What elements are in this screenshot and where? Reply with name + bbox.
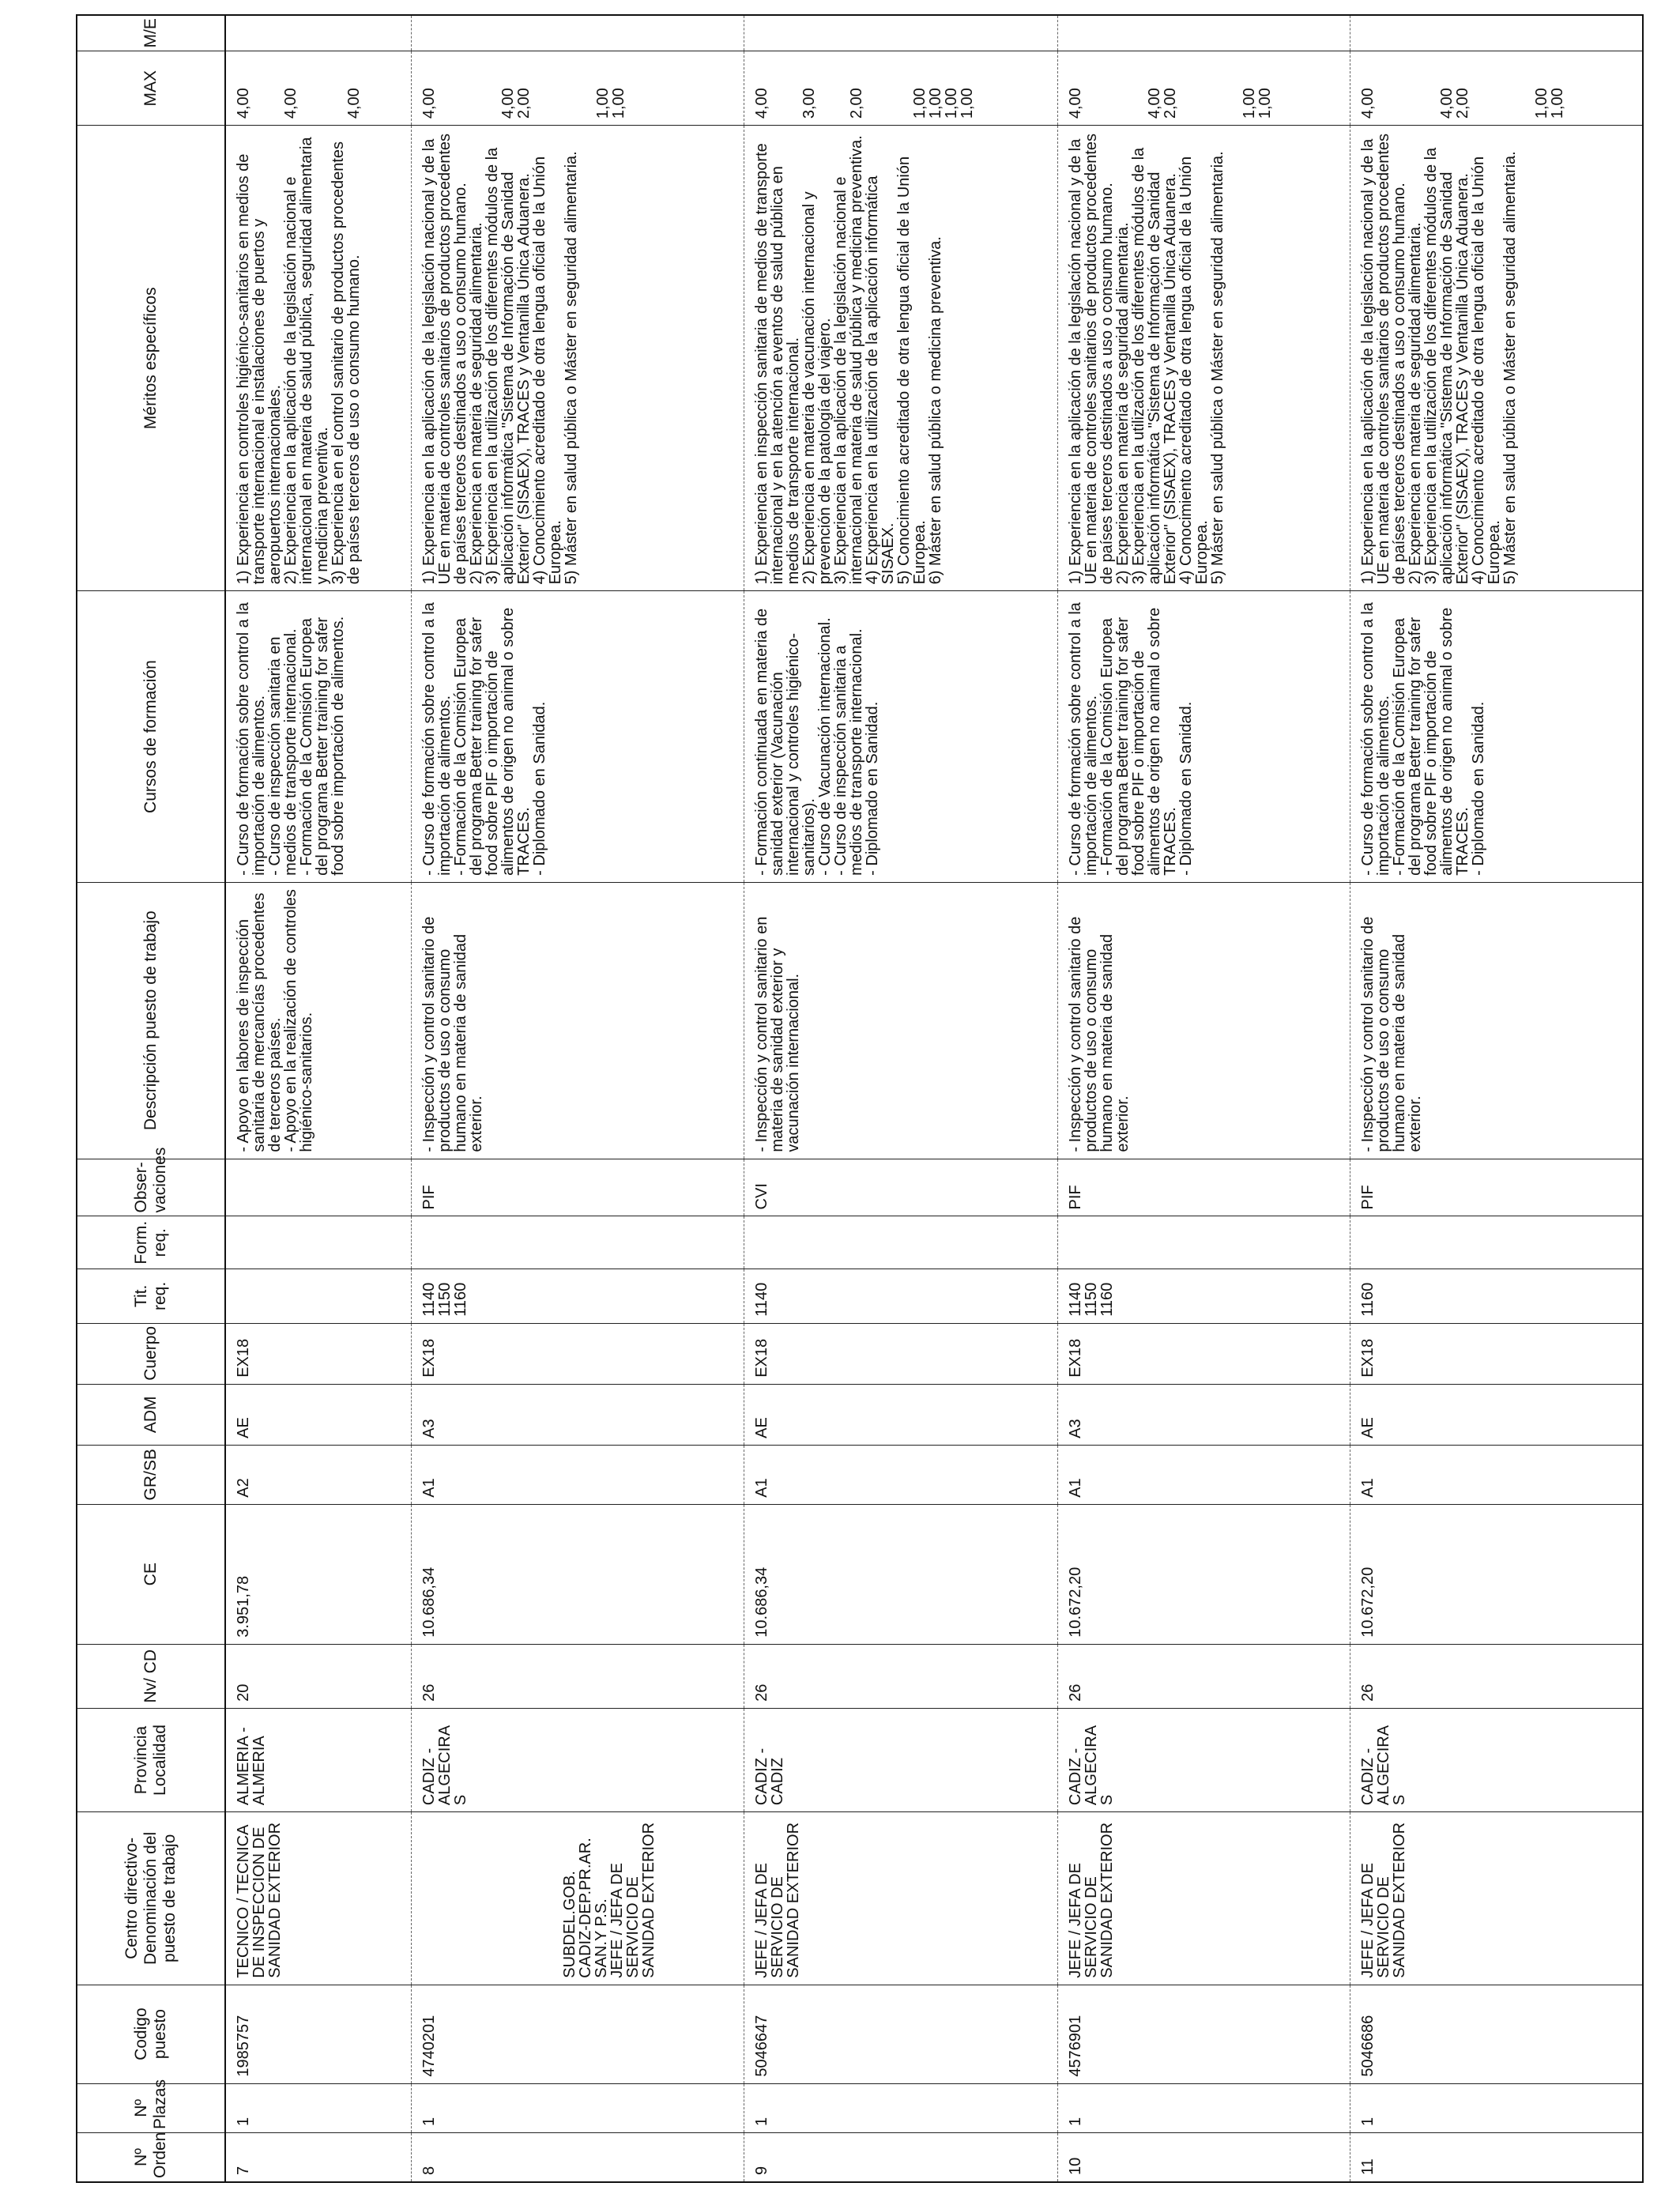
cell-codigo: 5046686 [1350, 1985, 1643, 2083]
table-row [1057, 15, 1350, 2182]
cell-meritos: 1) Experiencia en inspección sanitaria de medios de transporte internacional y en la atención a eventos de salud pública en medios de transporte internacional. 2) Experiencia en materia de vacunación internacional y prevención de la patología del viajero. 3) Experiencia en la aplicación de la legislación nacional e internacional en materia de salud pública y medicina preventiva. 4) Experiencia en la utilización de la aplicación informática SISAEX. 5) Conocimiento acreditado de otra lengua oficial de la Unión Europea. 6) Máster en salud pública o medicina preventiva. [744, 126, 1057, 591]
header-plazas: Nº Plazas [77, 2083, 225, 2132]
cell-observaciones: PIF [1057, 1159, 1350, 1216]
cell-me [1057, 15, 1350, 51]
cell-cuerpo: EX18 [411, 1323, 744, 1384]
cell-grupo: A1 [744, 1445, 1057, 1504]
header-me: M/E [77, 15, 225, 51]
cell-titulacion: 1140 1150 1160 [1057, 1269, 1350, 1324]
cell-provincia: CADIZ - ALGECIRAS [411, 1708, 744, 1811]
cell-observaciones [225, 1159, 411, 1216]
header-meritos: Méritos específicos [77, 126, 225, 591]
cell-meritos: 1) Experiencia en la aplicación de la legislación nacional y de la UE en materia de controles sanitarios de productos procedentes de países terceros destinados a uso o consumo humano. 2) Experiencia en materia de seguridad alimentaria. 3) Experiencia en la utilización de los diferentes módulos de la aplicación informática "Sistema de Información de Sanidad Exterior" (SISAEX), TRACES y Ventanilla Única Aduanera. 4) Conocimiento acreditado de otra lengua oficial de la Unión Europea. 5) Máster en salud pública o Máster en seguridad alimentaria. [1057, 126, 1350, 591]
cell-nivel: 20 [225, 1644, 411, 1708]
header-ce: CE [77, 1504, 225, 1644]
cell-nivel: 26 [744, 1644, 1057, 1708]
cell-orden: 9 [744, 2133, 1057, 2182]
cell-observaciones: PIF [411, 1159, 744, 1216]
cell-observaciones: PIF [1350, 1159, 1643, 1216]
header-cursos: Cursos de formación [77, 591, 225, 883]
table-row [1350, 15, 1643, 2182]
cell-cuerpo: EX18 [744, 1323, 1057, 1384]
cell-meritos: 1) Experiencia en la aplicación de la legislación nacional y de la UE en materia de controles sanitarios de productos procedentes de países terceros destinados a uso o consumo humano. 2) Experiencia en materia de seguridad alimentaria. 3) Experiencia en la utilización de los diferentes módulos de la aplicación informática "Sistema de Información de Sanidad Exterior" (SISAEX), TRACES y Ventanilla Única Aduanera. 4) Conocimiento acreditado de otra lengua oficial de la Unión Europea. 5) Máster en salud pública o Máster en seguridad alimentaria. [1350, 126, 1643, 591]
cell-max: 4,00 4,00 4,00 [225, 51, 411, 126]
cell-grupo: A1 [1057, 1445, 1350, 1504]
header-orden: Nº Orden [77, 2133, 225, 2182]
cell-max: 4,00 3,00 2,00 1,00 1,00 1,00 1,00 [744, 51, 1057, 126]
cell-observaciones: CVI [744, 1159, 1057, 1216]
cell-centro: JEFE / JEFA DE SERVICIO DE SANIDAD EXTERIOR [1057, 1812, 1350, 1985]
cell-adm: AE [744, 1384, 1057, 1445]
cell-cursos: - Curso de formación sobre control a la importación de alimentos. - Formación de la Comisión Europea del programa Better training for safer food sobre PIF o importación de alimentos de origen no animal o sobre TRACES. - Diplomado en Sanidad. [411, 591, 744, 883]
cell-descripcion: - Inspección y control sanitario en materia de sanidad exterior y vacunación internacional. [744, 882, 1057, 1159]
cell-ce: 10.686,34 [411, 1504, 744, 1644]
cell-orden: 10 [1057, 2133, 1350, 2182]
cell-formacion [744, 1216, 1057, 1269]
table-row [744, 15, 1057, 2182]
cell-me [1350, 15, 1643, 51]
cell-titulacion [225, 1269, 411, 1324]
cell-descripcion: - Inspección y control sanitario de productos de uso o consumo humano en materia de sanidad exterior. [1350, 882, 1643, 1159]
header-grupo: GR/SB [77, 1445, 225, 1504]
positions-table-container [76, 14, 1644, 2183]
cell-adm: A3 [1057, 1384, 1350, 1445]
cell-adm: AE [225, 1384, 411, 1445]
cell-nivel: 26 [1350, 1644, 1643, 1708]
cell-grupo: A2 [225, 1445, 411, 1504]
cell-ce: 10.672,20 [1057, 1504, 1350, 1644]
cell-centro: JEFE / JEFA DE SERVICIO DE SANIDAD EXTERIOR [744, 1812, 1057, 1985]
cell-centro: JEFE / JEFA DE SERVICIO DE SANIDAD EXTERIOR [1350, 1812, 1643, 1985]
cell-ce: 10.672,20 [1350, 1504, 1643, 1644]
cell-formacion [1350, 1216, 1643, 1269]
cell-ce: 3.951,78 [225, 1504, 411, 1644]
header-adm: ADM [77, 1384, 225, 1445]
cell-provincia: CADIZ - CADIZ [744, 1708, 1057, 1811]
cell-titulacion: 1140 1150 1160 [411, 1269, 744, 1324]
cell-cuerpo: EX18 [225, 1323, 411, 1384]
cell-centro: SUBDEL.GOB. CADIZ-DEP.PR.AR. SAN.Y P.S. JEFE / JEFA DE SERVICIO DE SANIDAD EXTERIOR [411, 1812, 744, 1985]
cell-cursos: - Curso de formación sobre control a la importación de alimentos. - Curso de inspección sanitaria en medios de transporte internacional. - Formación de la Comisión Europea del programa Better training for safer food sobre importación de alimentos. [225, 591, 411, 883]
cell-orden: 8 [411, 2133, 744, 2182]
header-max: MAX [77, 51, 225, 126]
cell-codigo: 4740201 [411, 1985, 744, 2083]
header-codigo: Codigo puesto [77, 1985, 225, 2083]
cell-max: 4,00 4,00 2,00 1,00 1,00 [411, 51, 744, 126]
cell-codigo: 1985757 [225, 1985, 411, 2083]
cell-descripcion: - Apoyo en labores de inspección sanitaria de mercancías procedentes de terceros países. - Apoyo en la realización de controles higiénico-sanitarios. [225, 882, 411, 1159]
cell-orden: 11 [1350, 2133, 1643, 2182]
cell-max: 4,00 4,00 2,00 1,00 1,00 [1057, 51, 1350, 126]
cell-plazas: 1 [744, 2083, 1057, 2132]
cell-adm: A3 [411, 1384, 744, 1445]
header-descripcion: Descripción puesto de trabajo [77, 882, 225, 1159]
cell-max: 4,00 4,00 2,00 1,00 1,00 [1350, 51, 1643, 126]
cell-cuerpo: EX18 [1350, 1323, 1643, 1384]
cell-centro: TECNICO / TECNICA DE INSPECCION DE SANIDAD EXTERIOR [225, 1812, 411, 1985]
header-formacion: Form. req. [77, 1216, 225, 1269]
cell-titulacion: 1140 [744, 1269, 1057, 1324]
cell-formacion [1057, 1216, 1350, 1269]
cell-plazas: 1 [225, 2083, 411, 2132]
cell-formacion [411, 1216, 744, 1269]
header-row [77, 15, 225, 2182]
cell-codigo: 5046647 [744, 1985, 1057, 2083]
cell-provincia: CADIZ - ALGECIRAS [1057, 1708, 1350, 1811]
cell-me [411, 15, 744, 51]
cell-nivel: 26 [411, 1644, 744, 1708]
cell-formacion [225, 1216, 411, 1269]
cell-provincia: ALMERIA - ALMERIA [225, 1708, 411, 1811]
cell-plazas: 1 [1057, 2083, 1350, 2132]
positions-table [76, 14, 1644, 2183]
table-row [411, 15, 744, 2182]
cell-descripcion: - Inspección y control sanitario de productos de uso o consumo humano en materia de sanidad exterior. [411, 882, 744, 1159]
header-titulacion: Tit. req. [77, 1269, 225, 1324]
header-provincia: Provincia Localidad [77, 1708, 225, 1811]
cell-meritos: 1) Experiencia en la aplicación de la legislación nacional y de la UE en materia de controles sanitarios de productos procedentes de países terceros destinados a uso o consumo humano. 2) Experiencia en materia de seguridad alimentaria. 3) Experiencia en la utilización de los diferentes módulos de la aplicación informática "Sistema de Información de Sanidad Exterior" (SISAEX), TRACES y Ventanilla Única Aduanera. 4) Conocimiento acreditado de otra lengua oficial de la Unión Europea. 5) Máster en salud pública o Máster en seguridad alimentaria. [411, 126, 744, 591]
cell-cursos: - Formación continuada en materia de sanidad exterior (Vacunación internacional y controles higiénico-sanitarios). - Curso de Vacunación internacional. - Curso de inspección sanitaria a medios de transporte internacional. - Diplomado en Sanidad. [744, 591, 1057, 883]
cell-titulacion: 1160 [1350, 1269, 1643, 1324]
cell-descripcion: - Inspección y control sanitario de productos de uso o consumo humano en materia de sanidad exterior. [1057, 882, 1350, 1159]
cell-cursos: - Curso de formación sobre control a la importación de alimentos. - Formación de la Comisión Europea del programa Better training for safer food sobre PIF o importación de alimentos de origen no animal o sobre TRACES. - Diplomado en Sanidad. [1350, 591, 1643, 883]
header-nivel: Nv/ CD [77, 1644, 225, 1708]
cell-provincia: CADIZ - ALGECIRAS [1350, 1708, 1643, 1811]
cell-cursos: - Curso de formación sobre control a la importación de alimentos. - Formación de la Comisión Europea del programa Better training for safer food sobre PIF o importación de alimentos de origen no animal o sobre TRACES. - Diplomado en Sanidad. [1057, 591, 1350, 883]
header-cuerpo: Cuerpo [77, 1323, 225, 1384]
cell-me [744, 15, 1057, 51]
cell-grupo: A1 [1350, 1445, 1643, 1504]
cell-orden: 7 [225, 2133, 411, 2182]
cell-adm: AE [1350, 1384, 1643, 1445]
cell-meritos: 1) Experiencia en controles higiénico-sanitarios en medios de transporte internacional e instalaciones de puertos y aeropuertos internacionales. 2) Experiencia en la aplicación de la legislación nacional e internacional en materia de salud pública, seguridad alimentaria y medicina preventiva. 3) Experiencia en el control sanitario de productos procedentes de países terceros de uso o consumo humano. [225, 126, 411, 591]
cell-me [225, 15, 411, 51]
header-centro: Centro directivo- Denominación del puesto de trabajo [77, 1812, 225, 1985]
table-row [225, 15, 411, 2182]
cell-plazas: 1 [1350, 2083, 1643, 2132]
cell-cuerpo: EX18 [1057, 1323, 1350, 1384]
header-observaciones: Obser- vaciones [77, 1159, 225, 1216]
cell-codigo: 4576901 [1057, 1985, 1350, 2083]
cell-ce: 10.686,34 [744, 1504, 1057, 1644]
cell-grupo: A1 [411, 1445, 744, 1504]
cell-plazas: 1 [411, 2083, 744, 2132]
cell-nivel: 26 [1057, 1644, 1350, 1708]
